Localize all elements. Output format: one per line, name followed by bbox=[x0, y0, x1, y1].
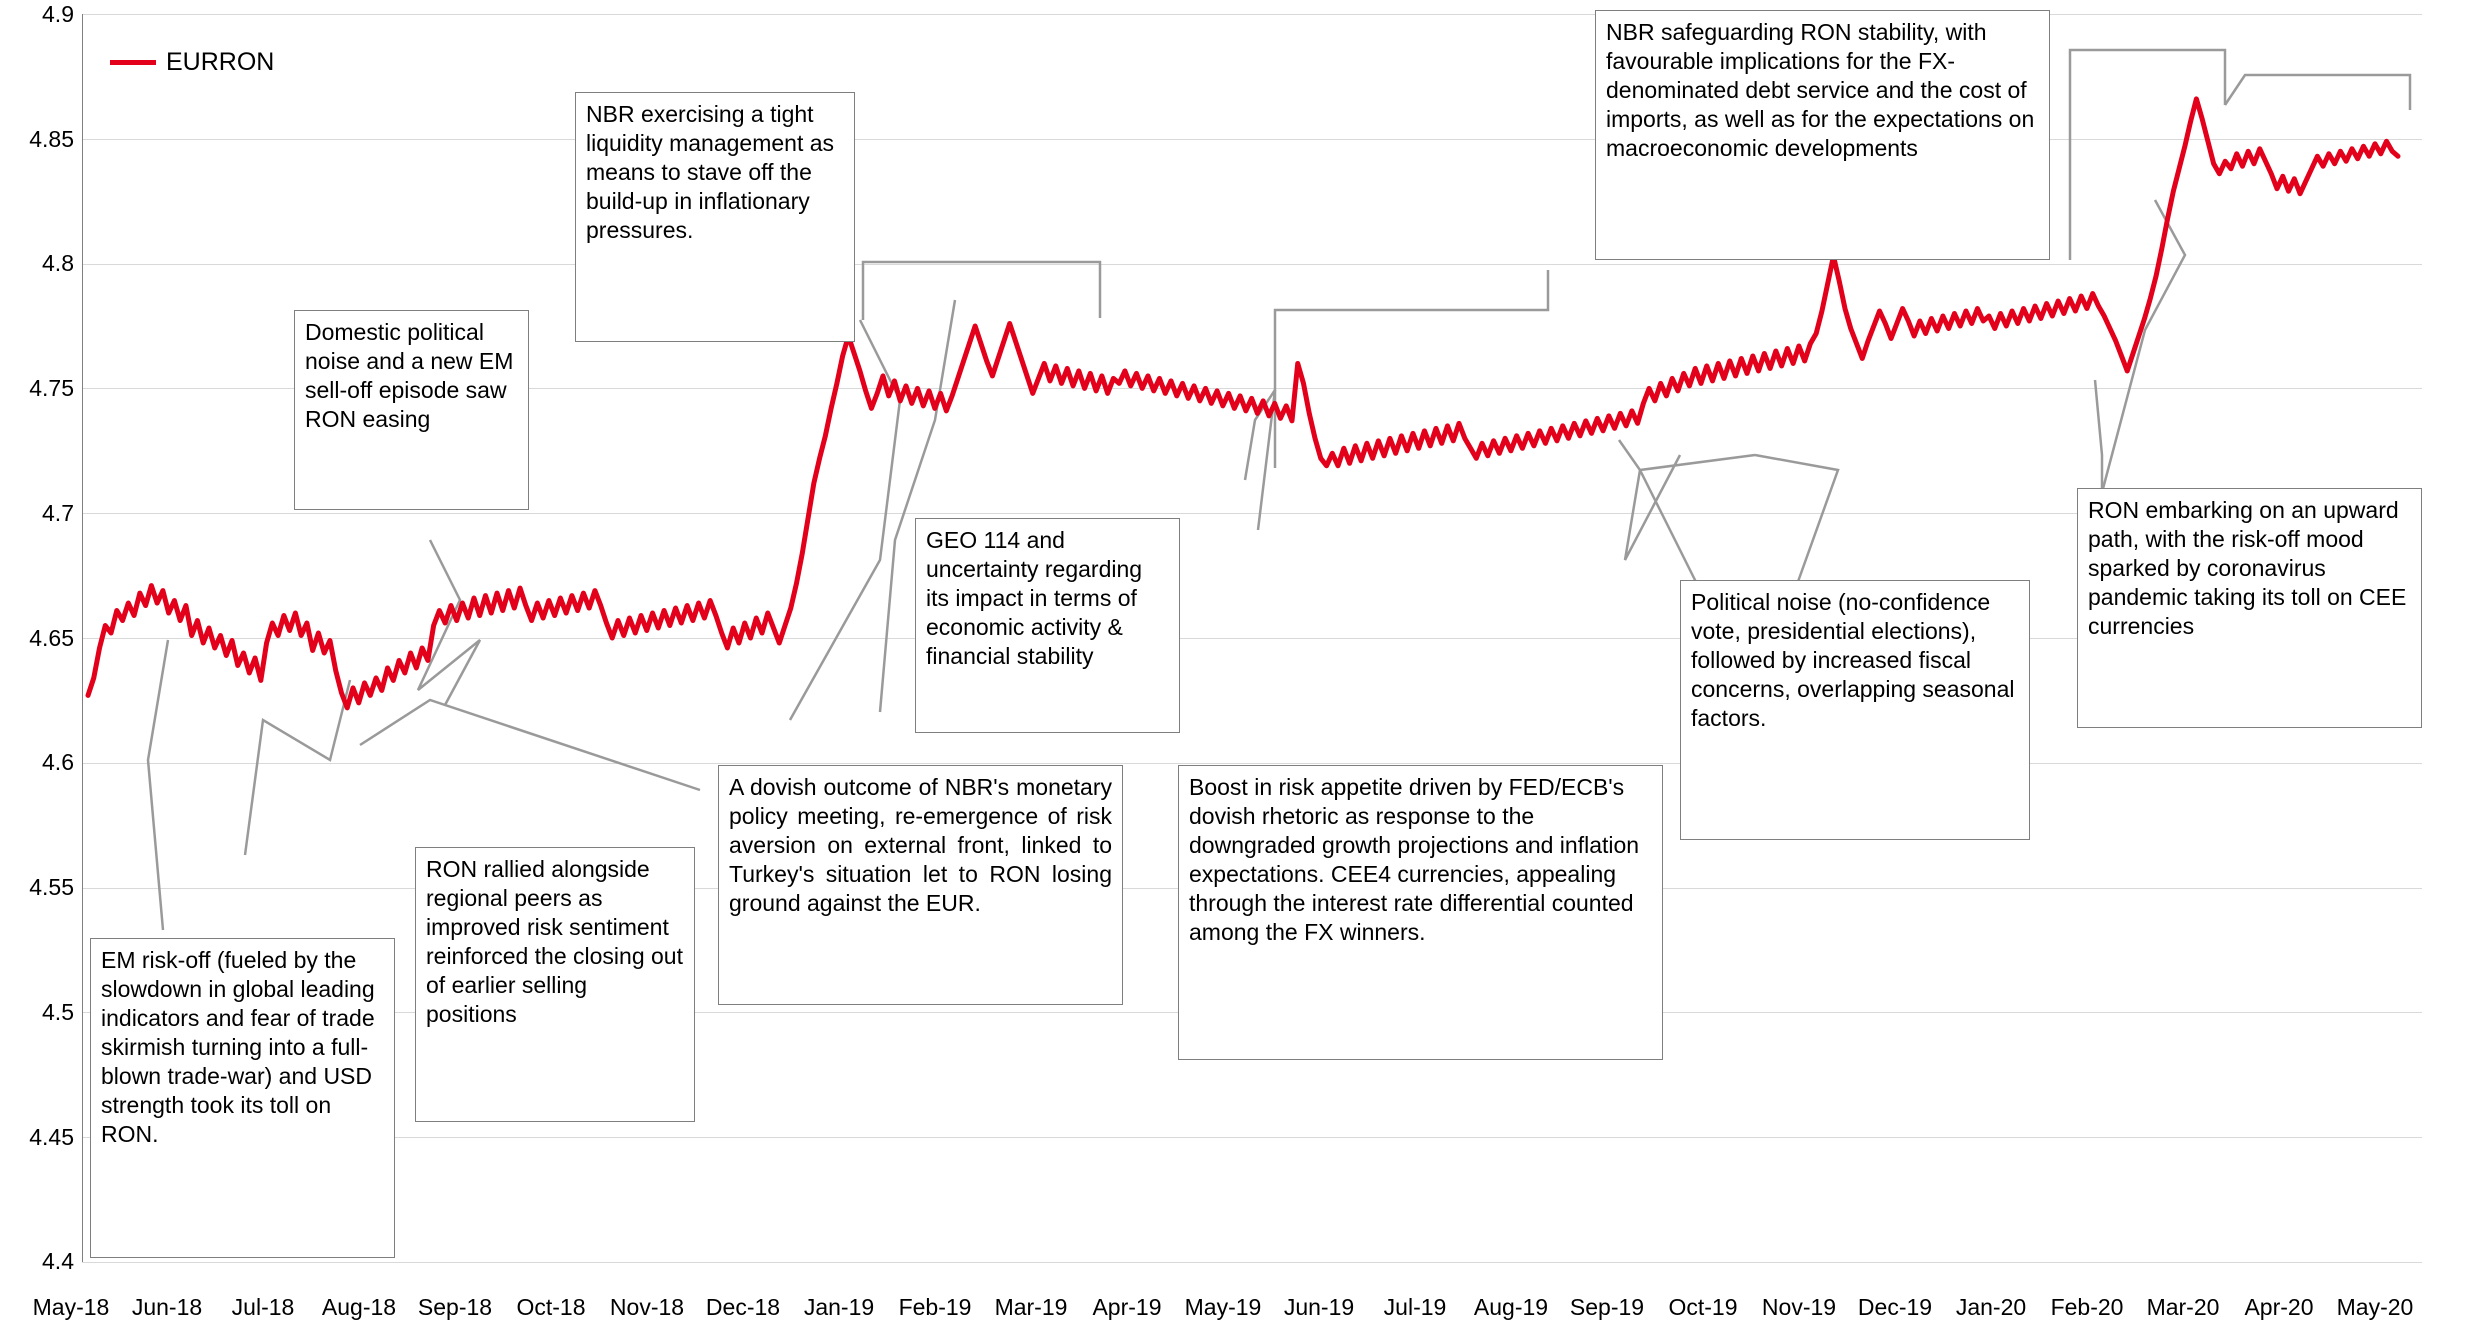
x-tick-label: Jun-19 bbox=[1283, 1294, 1355, 1320]
y-tick-label: 4.9 bbox=[42, 1, 74, 27]
y-tick-label: 4.8 bbox=[42, 250, 74, 276]
x-tick-label: Jul-19 bbox=[1383, 1294, 1447, 1320]
x-tick-label: Oct-18 bbox=[516, 1294, 586, 1320]
gridline bbox=[82, 1262, 2422, 1263]
x-tick-label: Sep-19 bbox=[1569, 1294, 1645, 1320]
x-tick-label: Dec-18 bbox=[705, 1294, 781, 1320]
y-tick-label: 4.55 bbox=[29, 874, 74, 900]
annotation-nbr-tight-liquidity: NBR exercising a tight liquidity management as means to stave off the build-up in inflationary pressures. bbox=[575, 92, 855, 342]
y-tick-label: 4.65 bbox=[29, 625, 74, 651]
x-tick-label: Aug-18 bbox=[321, 1294, 397, 1320]
annotation-geo-114: GEO 114 and uncertainty regarding its impact in terms of economic activity & financial stability bbox=[915, 518, 1180, 733]
y-tick-label: 4.6 bbox=[42, 749, 74, 775]
x-tick-label: Jul-18 bbox=[231, 1294, 295, 1320]
x-tick-label: Oct-19 bbox=[1668, 1294, 1738, 1320]
y-tick-label: 4.5 bbox=[42, 999, 74, 1025]
x-tick-label: Apr-20 bbox=[2244, 1294, 2314, 1320]
y-tick-label: 4.4 bbox=[42, 1248, 74, 1274]
y-tick-label: 4.45 bbox=[29, 1124, 74, 1150]
legend-color-swatch bbox=[110, 60, 156, 65]
x-tick-label: Nov-18 bbox=[609, 1294, 685, 1320]
annotation-dovish-nbr: A dovish outcome of NBR's monetary policy meeting, re-emergence of risk aversion on external front, linked to Turkey's situation let to RON losing ground against the EUR. bbox=[718, 765, 1123, 1005]
annotation-domestic-political-noise: Domestic political noise and a new EM sell-off episode saw RON easing bbox=[294, 310, 529, 510]
x-tick-label: Sep-18 bbox=[417, 1294, 493, 1320]
annotation-risk-appetite: Boost in risk appetite driven by FED/ECB's dovish rhetoric as response to the downgraded growth projections and inflation expectations. CEE4 currencies, appealing through the interest rate differential counted among the FX winners. bbox=[1178, 765, 1663, 1060]
x-tick-label: Jan-19 bbox=[803, 1294, 875, 1320]
y-tick-label: 4.75 bbox=[29, 375, 74, 401]
legend bbox=[110, 48, 274, 77]
x-tick-label: Feb-20 bbox=[2050, 1294, 2124, 1320]
annotation-em-risk-off: EM risk-off (fueled by the slowdown in global leading indicators and fear of trade skirmish turning into a full-blown trade-war) and USD strength took its toll on RON. bbox=[90, 938, 395, 1258]
x-tick-label: Feb-19 bbox=[898, 1294, 972, 1320]
annotation-ron-upward: RON embarking on an upward path, with the risk-off mood sparked by coronavirus pandemic taking its toll on CEE currencies bbox=[2077, 488, 2422, 728]
y-tick-label: 4.7 bbox=[42, 500, 74, 526]
x-tick-label: Jun-18 bbox=[131, 1294, 203, 1320]
x-tick-label: May-18 bbox=[32, 1294, 110, 1320]
annotation-political-noise: Political noise (no-confidence vote, presidential elections), followed by increased fiscal concerns, overlapping seasonal factors. bbox=[1680, 580, 2030, 840]
x-tick-label: Dec-19 bbox=[1857, 1294, 1933, 1320]
x-tick-label: May-20 bbox=[2336, 1294, 2414, 1320]
x-tick-label: Mar-20 bbox=[2146, 1294, 2220, 1320]
legend-label: EURRON bbox=[166, 48, 275, 76]
y-tick-label: 4.85 bbox=[29, 126, 74, 152]
annotation-ron-rallied: RON rallied alongside regional peers as improved risk sentiment reinforced the closing out of earlier selling positions bbox=[415, 847, 695, 1122]
x-tick-label: May-19 bbox=[1184, 1294, 1262, 1320]
annotation-nbr-safeguarding: NBR safeguarding RON stability, with favourable implications for the FX-denominated debt service and the cost of imports, as well as for the expectations on macroeconomic developments bbox=[1595, 10, 2050, 260]
x-tick-label: Mar-19 bbox=[994, 1294, 1068, 1320]
x-tick-label: Apr-19 bbox=[1092, 1294, 1162, 1320]
x-tick-label: Aug-19 bbox=[1473, 1294, 1549, 1320]
x-tick-label: Jan-20 bbox=[1955, 1294, 2027, 1320]
x-tick-label: Nov-19 bbox=[1761, 1294, 1837, 1320]
